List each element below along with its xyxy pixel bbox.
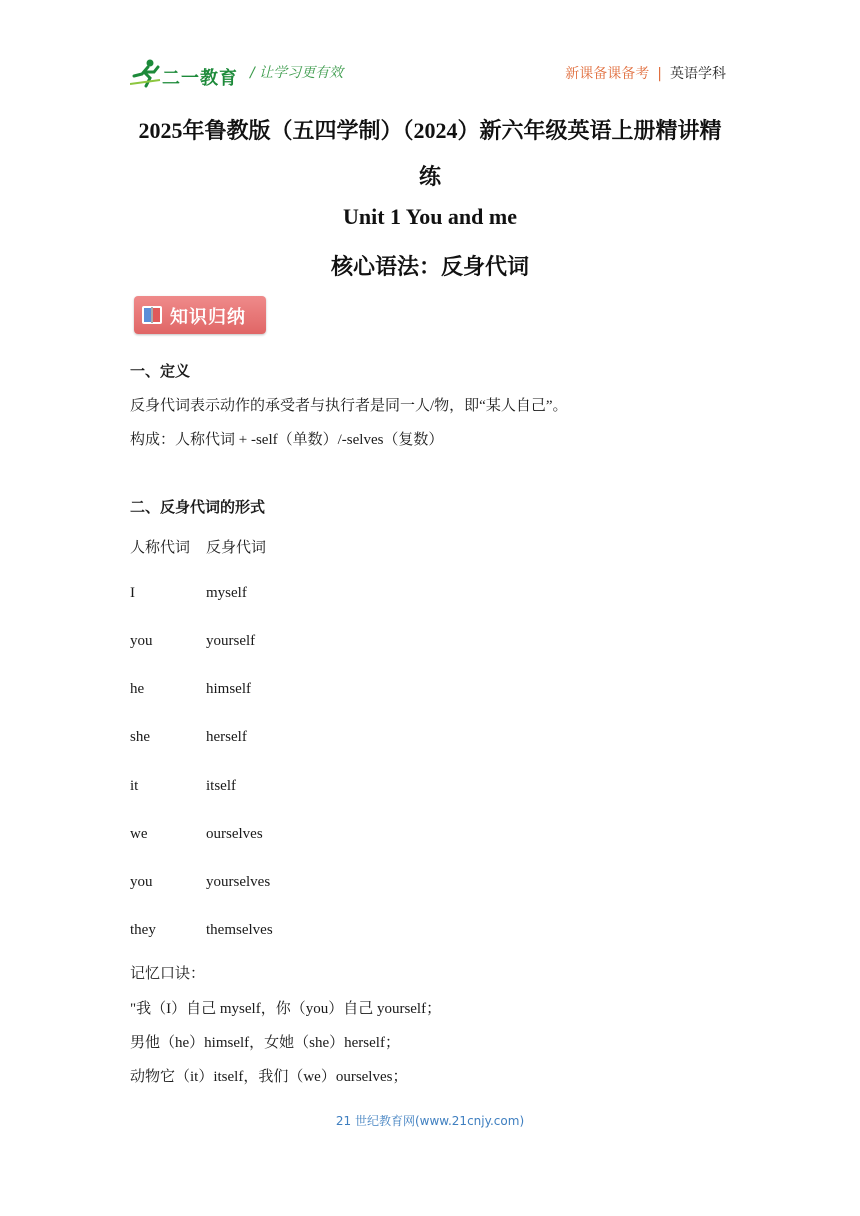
header-separator: | (657, 66, 662, 82)
table-header (130, 536, 266, 557)
reflexive-pronoun: ourselves (206, 826, 263, 842)
reflexive-pronoun: himself (206, 681, 251, 697)
logo-text: 二一教育 (162, 68, 238, 89)
footer-link[interactable]: 21 世纪教育网(www.21cnjy.com) (335, 1114, 525, 1128)
col-header-personal: 人称代词 (130, 540, 191, 556)
mnemonic-line: 男他（he）himself，女她（she）herself； (130, 1035, 400, 1051)
personal-pronoun: you (130, 633, 153, 649)
formation-text: 构成：人称代词 + -self（单数）/-selves（复数） (130, 432, 444, 448)
table-row (130, 729, 247, 746)
definition-text: 反身代词表示动作的承受者与执行者是同一人/物，即“某人自己”。 (130, 398, 568, 414)
table-row (130, 826, 263, 843)
table-row (130, 778, 236, 795)
table-row (130, 874, 270, 891)
reflexive-pronoun: yourself (206, 633, 256, 649)
reflexive-pronoun: itself (206, 778, 236, 794)
personal-pronoun: you (130, 874, 153, 890)
knowledge-badge (134, 296, 266, 334)
grammar-title: 核心语法：反身代词 (330, 254, 529, 279)
page-header (130, 54, 730, 88)
mnemonic-line: "我（I）自己 myself，你（you）自己 yourself； (130, 1001, 442, 1017)
badge-label: 知识归纳 (170, 307, 246, 328)
header-right (565, 63, 726, 83)
col-header-reflexive: 反身代词 (206, 540, 267, 556)
section-heading-definition: 一、定义 (130, 364, 191, 380)
header-subject: 英语学科 (670, 66, 726, 82)
book-icon (140, 303, 164, 327)
reflexive-pronoun: herself (206, 729, 247, 745)
slogan: / 让学习更有效 (250, 65, 344, 81)
personal-pronoun: they (130, 922, 156, 938)
title-line-2: 练 (418, 164, 441, 189)
header-tagline: 新课备课备考 (565, 66, 650, 82)
table-row (130, 922, 273, 939)
reflexive-pronoun: themselves (206, 922, 273, 938)
table-row (130, 681, 251, 698)
title-line-1: 2025年鲁教版（五四学制）（2024）新六年级英语上册精讲精 (138, 118, 722, 143)
reflexive-pronoun: myself (206, 585, 247, 601)
logo (130, 58, 238, 88)
personal-pronoun: I (130, 585, 135, 601)
mnemonic-heading: 记忆口诀： (130, 966, 206, 982)
runner-logo-icon (130, 58, 164, 88)
personal-pronoun: he (130, 681, 145, 697)
section-heading-forms: 二、反身代词的形式 (130, 500, 266, 516)
personal-pronoun: it (130, 778, 139, 794)
personal-pronoun: we (130, 826, 148, 842)
table-row (130, 633, 255, 650)
unit-title: Unit 1 You and me (343, 204, 517, 229)
mnemonic-line: 动物它（it）itself，我们（we）ourselves； (130, 1069, 408, 1085)
table-row (130, 585, 247, 602)
reflexive-pronoun: yourselves (206, 874, 271, 890)
personal-pronoun: she (130, 729, 150, 745)
